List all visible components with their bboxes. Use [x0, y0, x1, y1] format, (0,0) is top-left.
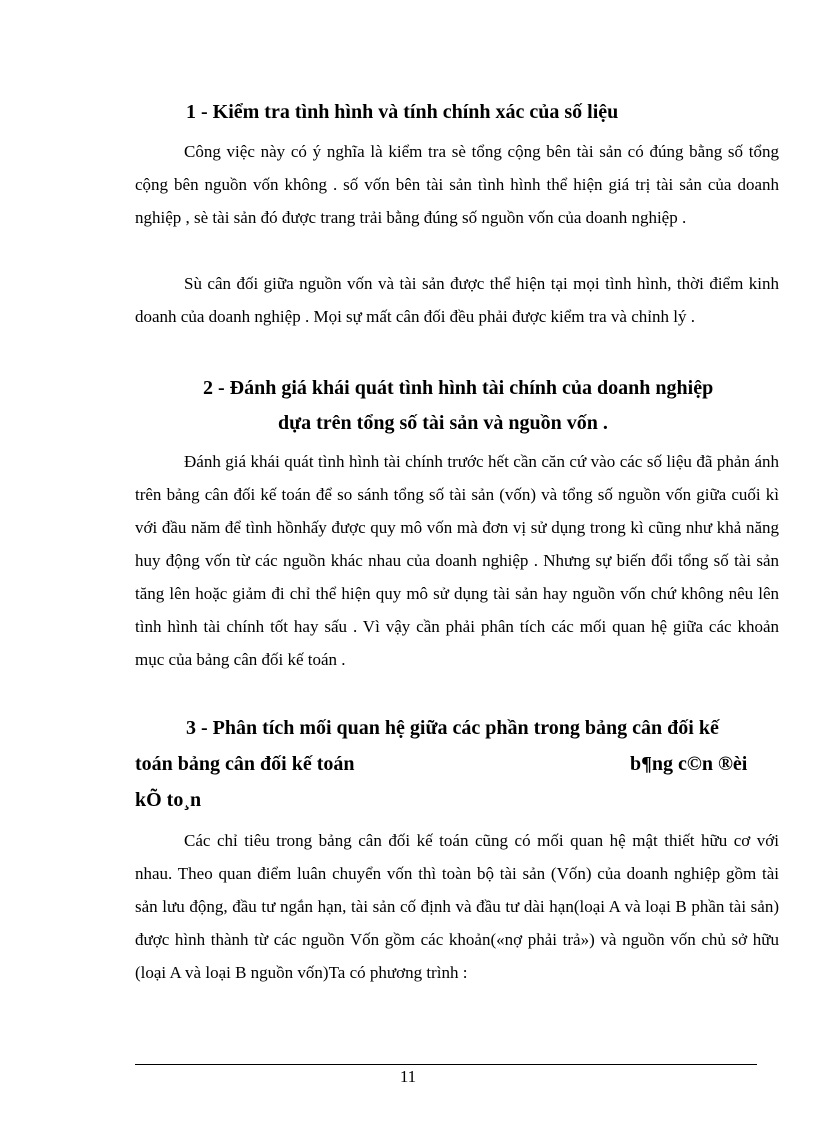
section-1-paragraph-2	[135, 267, 779, 333]
section-3-heading-garbled-2: kÕ to¸n	[135, 789, 202, 811]
section-2-heading-line-1: 2 - Đánh giá khái quát tình hình tài chính của doanh nghiệp	[203, 377, 714, 399]
section-2-paragraph-text: Đánh giá khái quát tình hình tài chính trước hết cần căn cứ vào các số liệu đã phản ánh trên bảng cân đối kế toán để so sánh tổng số tài sản (vốn) và tổng số nguồn vốn giữa cuối kì với đầu năm để tình hồnhấy được quy mô vốn mà đơn vị sử dụng trong kì cũng như khả năng huy động vốn từ các nguồn khác nhau của doanh nghiệp . Nhưng sự biến đổi tổng số tài sản tăng lên hoặc giảm đi chỉ thể hiện quy mô sử dụng tài sản hay nguồn vốn chứ không nêu lên tình hình tài chính tốt hay sấu . Vì vậy cần phải phân tích các mối quan hệ giữa các khoản mục của bảng cân đối kế toán .	[135, 452, 779, 669]
page-number: 11	[399, 1067, 417, 1086]
section-3-heading-line-2: toán bảng cân đối kế toán	[135, 753, 355, 775]
section-3-paragraph-text: Các chỉ tiêu trong bảng cân đối kế toán cũng có mối quan hệ mật thiết hữu cơ với nhau. Theo quan điểm luân chuyển vốn thì toàn bộ tài sản (Vốn) của doanh nghiệp gồm tài sản lưu động, đầu tư ngắn hạn, tài sản cố định và đầu tư dài hạn(loại A và loại B phần tài sản) được hình thành từ các nguồn Vốn gồm các khoản(«nợ phải trả») và nguồn vốn chủ sở hữu (loại A và loại B nguồn vốn)Ta có phương trình :	[135, 831, 779, 982]
section-3-heading-line-1: 3 - Phân tích mối quan hệ giữa các phần trong bảng cân đối kế	[186, 717, 719, 739]
section-2-paragraph	[135, 445, 779, 676]
section-2-heading-line-2: dựa trên tổng số tài sản và nguồn vốn .	[278, 412, 608, 434]
section-1-heading: 1 - Kiểm tra tình hình và tính chính xác của số liệu	[186, 101, 619, 123]
section-1-paragraph-1	[135, 135, 779, 234]
section-1-paragraph-2-text: Sù cân đối giữa nguồn vốn và tài sản được thể hiện tại mọi tình hình, thời điểm kinh doanh của doanh nghiệp . Mọi sự mất cân đối đều phải được kiểm tra và chỉnh lý .	[135, 274, 779, 326]
footer-divider	[135, 1064, 757, 1065]
section-3-heading-garbled-1: b¶ng c©n ®èi	[630, 753, 748, 775]
section-3-paragraph	[135, 824, 779, 989]
section-1-paragraph-1-text: Công việc này có ý nghĩa là kiểm tra sè tổng cộng bên tài sản có đúng bằng số tổng cộng bên nguồn vốn không . số vốn bên tài sản tình hình thể hiện giá trị tài sản của doanh nghiệp , sè tài sản đó được trang trải bằng đúng số nguồn vốn của doanh nghiệp .	[135, 142, 779, 227]
